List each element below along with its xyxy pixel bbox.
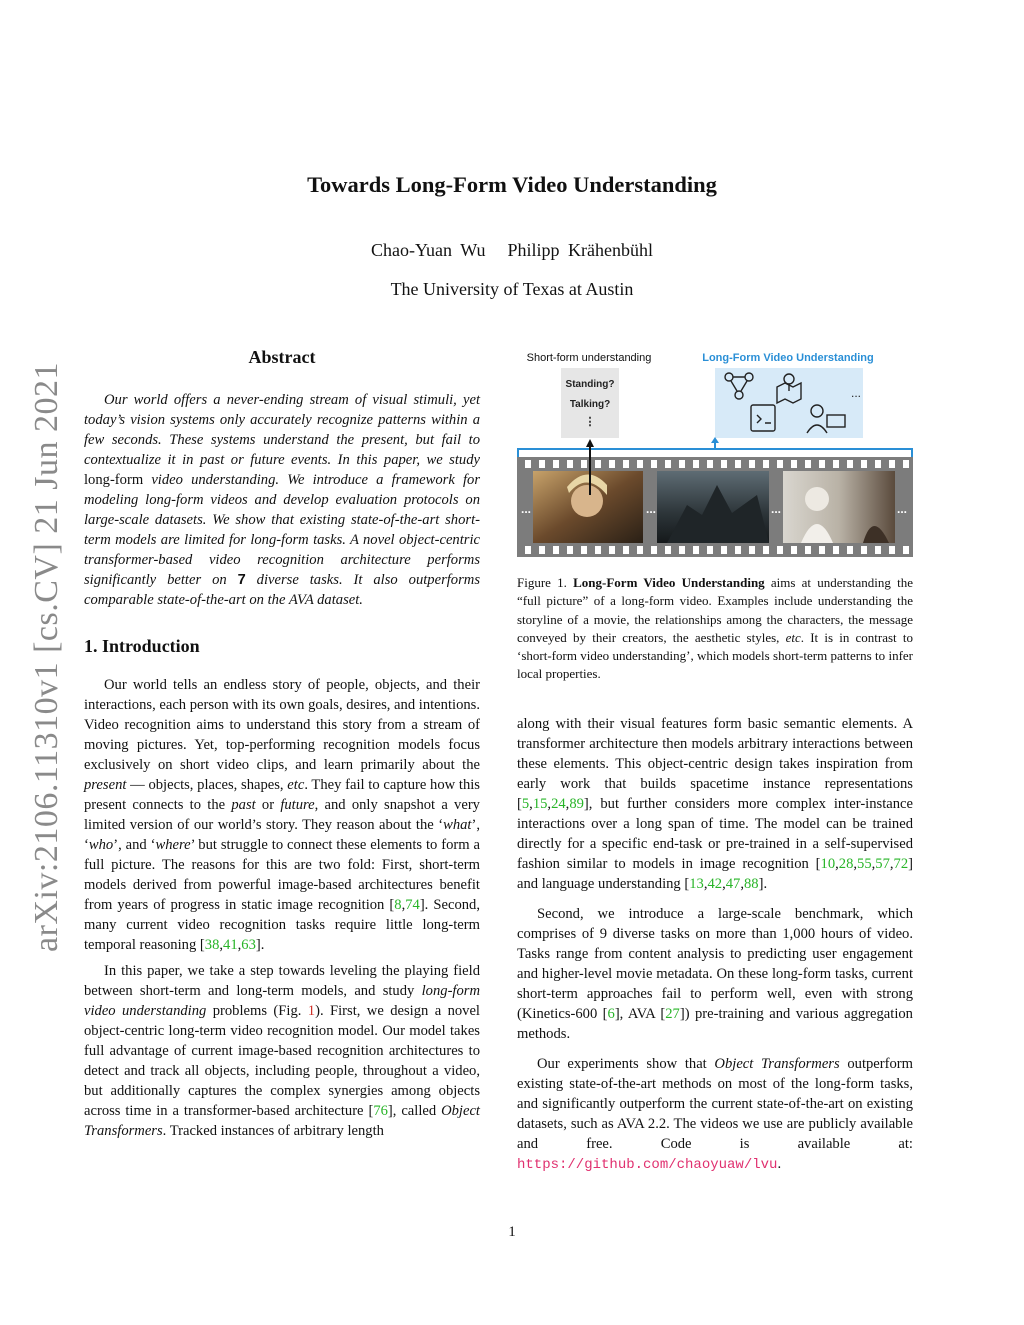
code-url-link[interactable]: https://github.com/chaoyuaw/lvu	[517, 1157, 778, 1173]
citation-link[interactable]: 57	[875, 856, 890, 872]
short-form-arrowhead	[586, 439, 594, 447]
long-more-ellipsis: ...	[851, 386, 862, 400]
citation-link[interactable]: 28	[838, 856, 854, 872]
intro-paragraph-1: Our world tells an endless story of people, objects, and their interactions, each person with its own goals, desires, and intentions. Video recognition aims to understand this story from a stream of moving pictures. Yet, top-performing recognition models focus exclusively on short video clips, and learn primarily about the present — objects, places, shapes, etc. They fail to capture how this present connects to the past or future, and only snapshot a very limited version of our world’s story. They reason about the ‘what’, ‘who’, and ‘where’ but struggle to connect these elements to form a full picture. The reasons for this are two fold: First, short-term models derived from powerful image-based architectures benefit from years of progress in static image recognition [8,74]. Second, many current video recognition tasks require little long-term temporal reasoning [38,41,63].	[84, 677, 480, 953]
citation-link[interactable]: 8	[394, 897, 402, 913]
short-form-label: Short-form understanding	[526, 352, 652, 364]
frame-1-face	[571, 485, 603, 517]
left-column	[84, 345, 480, 1141]
figure-1	[517, 345, 913, 557]
citation-link[interactable]: 38	[204, 937, 220, 953]
citation-link[interactable]: 27	[665, 1006, 680, 1022]
short-item-standing: Standing?	[565, 379, 615, 390]
citation-link[interactable]: 24	[551, 796, 566, 812]
strip-ellipsis-3: ...	[771, 502, 782, 516]
abstract-heading: Abstract	[248, 347, 316, 367]
figure-1-caption: Figure 1. Long-Form Video Understanding aims at understanding the “full picture” of a long-form video. Examples include understanding the storyline of a movie, the relationships among the characters, the message conveyed by their creators, the aesthetic styles, etc. It is in contrast to ‘short-form video understanding’, which models short-term patterns to infer local properties.	[517, 575, 913, 682]
citation-link[interactable]: 42	[707, 876, 723, 892]
citation-link[interactable]: 47	[725, 876, 741, 892]
citation-link[interactable]: 13	[689, 876, 704, 892]
paper-title: Towards Long-Form Video Understanding	[307, 172, 717, 197]
arxiv-stamp: arXiv:2106.11310v1 [cs.CV] 21 Jun 2021	[28, 361, 65, 952]
affiliation: The University of Texas at Austin	[390, 279, 634, 299]
author-list	[0, 240, 1024, 261]
right-paragraph-1: along with their visual features form basic semantic elements. A transformer architecture then models arbitrary interactions between these elements. This object-centric design takes inspiration from early work that builds spacetime instance representations [5,15,24,89], but further considers more complex inter-instance interactions over a long span of time. The model can be trained directly for a specific end-task or pre-trained in a self-supervised fashion similar to models in image recognition [10,28,55,57,72] and language understanding [13,42,47,88].	[517, 716, 913, 892]
citation-link[interactable]: 55	[857, 856, 872, 872]
long-form-label: Long-Form Video Understanding	[702, 352, 874, 364]
citation-link[interactable]: 15	[532, 796, 548, 812]
author-2: Philipp Krähenbühl	[507, 240, 653, 260]
strip-ellipsis-1: ...	[521, 502, 532, 516]
short-item-talking: Talking?	[569, 399, 611, 410]
author-1: Chao-Yuan Wu	[371, 240, 486, 260]
strip-ellipsis-4: ...	[897, 502, 908, 516]
right-column	[517, 714, 913, 1175]
intro-paragraph-2: In this paper, we take a step towards leveling the playing field between short-term and long-term models, and study long-form video understanding problems (Fig. 1). First, we design a novel object-centric long-term video recognition model. Our model takes full advantage of current image-based recognition architectures to detect and track all objects, including people, throughout a video, but additionally captures the complex synergies among objects across time in a transformer-based architecture [76], called Object Transformers. Tracked instances of arbitrary length	[84, 963, 480, 1139]
citation-link[interactable]: 6	[607, 1006, 615, 1022]
short-item-more: ⋮	[584, 416, 596, 428]
citation-link[interactable]: 10	[820, 856, 836, 872]
right-paragraph-3: Our experiments show that Object Transformers outperform existing state-of-the-art methods on most of the long-form tasks, and significantly outperform the current state-of-the-art on existing datasets, such as AVA 2.2. The videos we use are publicly available and free. Code is available at: https://github.com/chaoyuaw/lvu.	[517, 1056, 913, 1173]
citation-link[interactable]: 89	[569, 796, 584, 812]
citation-link[interactable]: 76	[373, 1103, 388, 1119]
strip-ellipsis-2: ...	[646, 502, 657, 516]
page-number: 1	[508, 1224, 516, 1240]
citation-link[interactable]: 74	[405, 897, 420, 913]
citation-link[interactable]: 63	[241, 937, 256, 953]
figure-reference-link[interactable]: 1	[307, 1003, 316, 1019]
citation-link[interactable]: 72	[893, 856, 909, 872]
right-paragraph-2: Second, we introduce a large-scale benchmark, which comprises of 9 diverse tasks on more than 1,000 hours of video. Tasks range from content analysis to predicting user engagement and higher-level movie metadata. On these long-form tasks, current short-term approaches fail to perform well, even with strong (Kinetics-600 [6], AVA [27]) pre-training and various aggregation methods.	[517, 906, 913, 1042]
abstract-text: Our world offers a never-ending stream of visual stimuli, yet today’s vision systems only accurately recognize patterns within a few seconds. These systems understand the present, but fail to contextualize it in past or future events. In this paper, we study long-form video understanding. We introduce a framework for modeling long-form videos and develop evaluation protocols on large-scale datasets. We show that existing state-of-the-art short-term models are limited for long-form tasks. A novel object-centric transformer-based video recognition architecture performs significantly better on 7 diverse tasks. It also outperforms comparable state-of-the-art on the AVA dataset.	[84, 392, 480, 608]
section-heading-introduction: 1. Introduction	[84, 636, 200, 656]
citation-link[interactable]: 5	[521, 796, 530, 812]
citation-link[interactable]: 41	[223, 937, 238, 953]
citation-link[interactable]: 88	[743, 876, 759, 892]
long-form-bracket	[518, 449, 912, 457]
